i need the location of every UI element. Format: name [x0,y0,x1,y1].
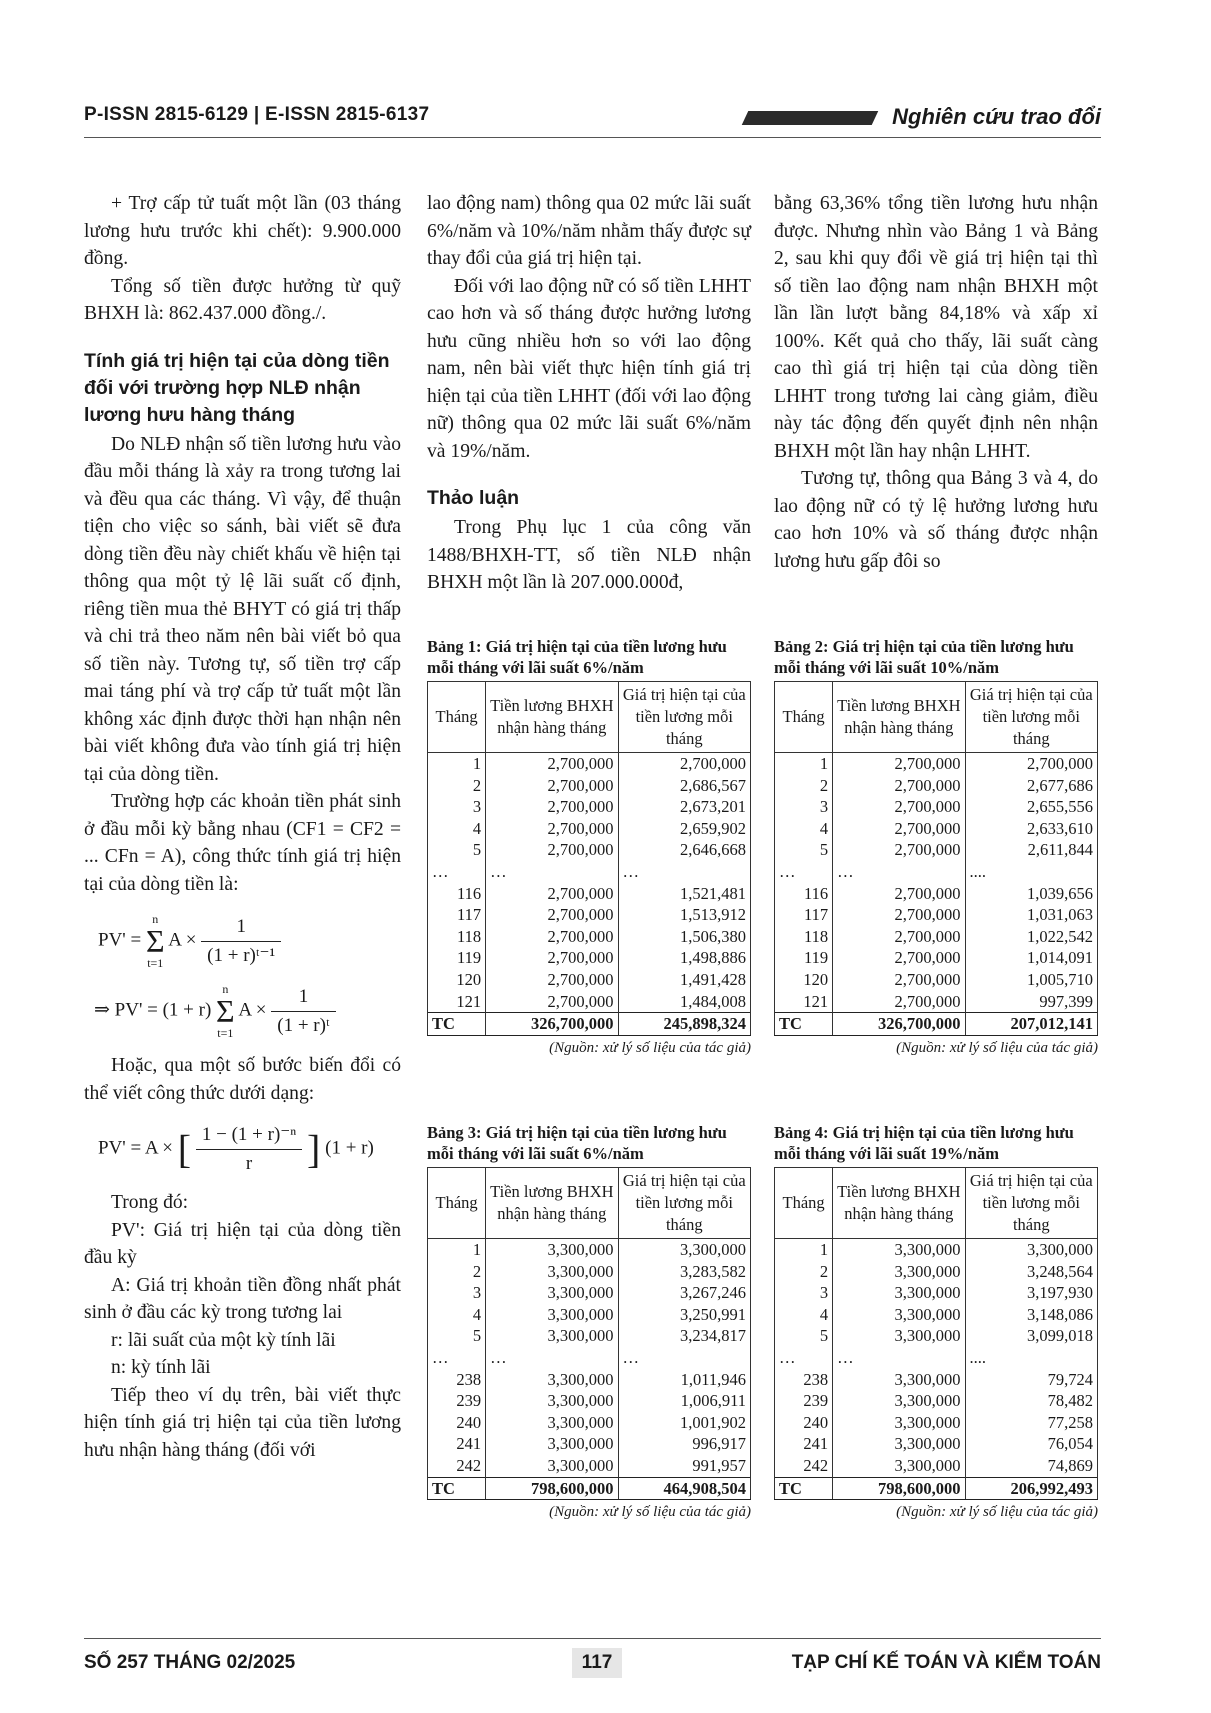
table-cell: 3,267,246 [618,1282,750,1304]
table-row [775,1304,1098,1326]
table-cell: 3,300,000 [486,1325,618,1347]
table-row [428,1347,751,1369]
table-cell: 238 [775,1369,833,1391]
section-heading: Thảo luận [427,487,520,509]
table-cell: … [833,861,965,883]
table-row [775,1325,1098,1347]
page-number: 117 [572,1648,622,1678]
table-cell: … [428,861,486,883]
header-divider [84,137,1101,138]
table-cell: 1,014,091 [965,947,1097,969]
table-1 [427,636,751,1057]
total-cell: 326,700,000 [486,1013,618,1036]
table-cell: … [486,861,618,883]
table-cell: 118 [775,926,833,948]
data-table [427,1167,751,1500]
table-cell: 2,700,000 [486,796,618,818]
table-cell: 2,700,000 [486,753,618,775]
column-header: Tháng [775,682,833,753]
table-cell: 1,506,380 [618,926,750,948]
table-cell: 1 [775,753,833,775]
table-row [775,775,1098,797]
table-cell: … [775,861,833,883]
table-row [428,861,751,883]
table-cell: 3,300,000 [618,1239,750,1261]
paragraph: n: kỳ tính lãi [111,1357,211,1378]
table-cell: 5 [428,1325,486,1347]
table-cell: 242 [428,1455,486,1477]
paragraph: lao động nam) thông qua 02 mức lãi suất 6%/năm và 10%/năm nhằm thấy được sự thay đổi của giá trị hiện tại. [427,193,751,269]
column-header: Tiền lương BHXH nhận hàng tháng [486,1168,618,1239]
table-cell: 238 [428,1369,486,1391]
table-cell: 1,498,886 [618,947,750,969]
table-cell: 3,300,000 [486,1282,618,1304]
table-cell: 1,039,656 [965,883,1097,905]
table-cell: 2,700,000 [486,839,618,861]
table-row [428,1282,751,1304]
table-cell: … [833,1347,965,1369]
table-row [428,1369,751,1391]
table-cell: 1 [775,1239,833,1261]
table-row [428,753,751,775]
total-cell: 464,908,504 [618,1477,750,1500]
column-header: Tháng [428,682,486,753]
fraction: $\frac{1}{\text{(1 + r)ᵗ⁻¹}}$ [201,913,281,969]
column-header: Tháng [775,1168,833,1239]
column-header: Tiền lương BHXH nhận hàng tháng [833,682,965,753]
paragraph: Do NLĐ nhận số tiền lương hưu vào đầu mỗi tháng là xảy ra trong tương lai và đều qua các tháng. Vì vậy, để thuận tiện cho việc so sánh, bài viết sẽ đưa dòng tiền đều này chiết khấu về hiện tại thông qua một tỷ lệ lãi suất cố định, riêng tiền mua thẻ BHYT có giá trị thấp và chi trả theo năm nên bài viết bỏ qua số tiền này. Tương tự, số tiền trợ cấp mai táng phí và trợ cấp tử tuất một lần không xác định được thời hạn nhận nên bài viết không đưa vào tính giá trị hiện tại của dòng tiền. [84,433,401,785]
table-cell: 2,700,000 [618,753,750,775]
fraction: $\frac{\text{1 − (1 + r)⁻ⁿ}}{r}$ [196,1121,302,1177]
table-row [775,1369,1098,1391]
paragraph: Tương tự, thông qua Bảng 3 và 4, do lao động nữ có tỷ lệ hưởng lương hưu cao hơn 10% và số tháng được nhận lương hưu gấp đôi so [774,468,1098,572]
table-cell: 2,700,000 [486,904,618,926]
section-title: Nghiên cứu trao đổi [892,104,1101,129]
table-cell: 2,677,686 [965,775,1097,797]
table-row [428,796,751,818]
table-cell: 2,700,000 [486,818,618,840]
table-cell: 240 [775,1412,833,1434]
paragraph: Hoặc, qua một số bước biến đổi có thể viết công thức dưới dạng: [84,1055,401,1104]
total-cell: 207,012,141 [965,1013,1097,1036]
table-cell: 3,300,000 [486,1369,618,1391]
table-cell: 120 [775,969,833,991]
table-cell: 3,300,000 [833,1369,965,1391]
table-cell: 119 [428,947,486,969]
table-4 [774,1122,1098,1521]
table-cell: 3,300,000 [833,1433,965,1455]
table-source: (Nguồn: xử lý số liệu của tác giả) [896,1039,1098,1056]
table-cell: 3,250,991 [618,1304,750,1326]
issue-number: SỐ 257 THÁNG 02/2025 [84,1652,296,1673]
table-cell: 3,300,000 [833,1390,965,1412]
table-cell: 3,300,000 [833,1239,965,1261]
table-cell: 242 [775,1455,833,1477]
total-cell: 798,600,000 [486,1477,618,1500]
table-cell: 2,686,567 [618,775,750,797]
table-cell: 3,300,000 [833,1325,965,1347]
table-row [428,1433,751,1455]
table-cell: 3,300,000 [486,1455,618,1477]
table-cell: 1,001,902 [618,1412,750,1434]
table-cell: 1,491,428 [618,969,750,991]
table-2 [774,636,1098,1057]
column-2 [427,190,751,597]
table-caption: Bảng 3: Giá trị hiện tại của tiền lương hưu mỗi tháng với lãi suất 6%/năm [427,1123,727,1163]
table-cell: 2,673,201 [618,796,750,818]
table-row [775,753,1098,775]
table-cell: 4 [428,818,486,840]
table-cell: 78,482 [965,1390,1097,1412]
table-row [775,1412,1098,1434]
table-cell: 3,300,000 [486,1261,618,1283]
table-row [428,818,751,840]
total-cell: 245,898,324 [618,1013,750,1036]
table-cell: 2,700,000 [965,753,1097,775]
table-cell: … [775,1347,833,1369]
column-header: Tiền lương BHXH nhận hàng tháng [486,682,618,753]
table-row [428,947,751,969]
total-cell: TC [775,1477,833,1500]
column-header: Tiền lương BHXH nhận hàng tháng [833,1168,965,1239]
table-cell: 2,700,000 [486,991,618,1013]
sigma-symbol: n Σ t=1 [145,912,165,970]
table-cell: 3,283,582 [618,1261,750,1283]
table-cell: 2,659,902 [618,818,750,840]
total-cell: 798,600,000 [833,1477,965,1500]
table-row [428,775,751,797]
paragraph: bằng 63,36% tổng tiền lương hưu nhận được. Nhưng nhìn vào Bảng 1 và Bảng 2, sau khi quy đổi về giá trị hiện tại thì số tiền lao động nam nhận BHXH một lần lần lượt bằng 84,18% và xấp xỉ 100%. Kết quả cho thấy, lãi suất càng cao thì giá trị hiện tại của dòng tiền LHHT trong tương lai càng giảm, điều này tác động đến quyết định nên nhận BHXH một lần hay nhận LHHT. [774,193,1098,462]
table-cell: 996,917 [618,1433,750,1455]
table-cell: 3 [775,796,833,818]
table-cell: 3,300,000 [486,1433,618,1455]
table-cell: 120 [428,969,486,991]
table-cell: 241 [428,1433,486,1455]
table-row [775,1282,1098,1304]
paragraph: Trong Phụ lục 1 của công văn 1488/BHXH-TT, số tiền NLĐ nhận BHXH một lần là 207.000.000đ, [427,517,751,593]
table-cell: 2,700,000 [833,753,965,775]
table-cell: 3,099,018 [965,1325,1097,1347]
table-cell: 117 [428,904,486,926]
table-cell: 2,646,668 [618,839,750,861]
table-cell: 2,700,000 [486,883,618,905]
table-cell: 76,054 [965,1433,1097,1455]
table-row [428,926,751,948]
table-cell: 239 [775,1390,833,1412]
table-cell: 2,700,000 [833,883,965,905]
table-cell: 2,611,844 [965,839,1097,861]
column-header: Tháng [428,1168,486,1239]
table-cell: 1,006,911 [618,1390,750,1412]
table-cell: 241 [775,1433,833,1455]
table-row [775,926,1098,948]
fraction: $\frac{1}{\text{(1 + r)ᵗ}}$ [271,983,335,1039]
table-cell: 121 [775,991,833,1013]
table-row [775,947,1098,969]
table-cell: 2,655,556 [965,796,1097,818]
table-row [428,969,751,991]
table-row [775,1455,1098,1477]
table-cell: 1,031,063 [965,904,1097,926]
table-row [775,796,1098,818]
table-cell: 3,300,000 [833,1412,965,1434]
table-cell: 1 [428,753,486,775]
table-row [775,904,1098,926]
table-row [428,1239,751,1261]
table-cell: 5 [775,839,833,861]
journal-title: TẠP CHÍ KẾ TOÁN VÀ KIỂM TOÁN [791,1652,1101,1673]
table-cell: 2,633,610 [965,818,1097,840]
table-row [775,1433,1098,1455]
table-cell: 2,700,000 [833,969,965,991]
table-cell: 116 [775,883,833,905]
paragraph: PV': Giá trị hiện tại của dòng tiền đầu kỳ [84,1219,401,1268]
table-cell: 2 [775,1261,833,1283]
column-3 [774,190,1098,575]
table-cell: 2 [775,775,833,797]
table-row [428,1261,751,1283]
table-row [775,1239,1098,1261]
table-cell: 119 [775,947,833,969]
table-caption: Bảng 4: Giá trị hiện tại của tiền lương hưu mỗi tháng với lãi suất 19%/năm [774,1123,1074,1163]
column-header: Giá trị hiện tại của tiền lương mỗi tháng [965,1168,1097,1239]
table-row [775,818,1098,840]
table-cell: 4 [775,1304,833,1326]
table-cell: … [618,861,750,883]
paragraph: Đối với lao động nữ có số tiền LHHT cao hơn và số tháng được hưởng lương hưu cũng nhiều hơn so với lao động nam, nên bài viết thực hiện tính giá trị hiện tại của tiền LHHT (đối với lao động nữ) thông qua 02 mức lãi suất 6%/năm và 19%/năm. [427,275,751,462]
total-cell: TC [428,1477,486,1500]
paragraph: A: Giá trị khoản tiền đồng nhất phát sinh ở đầu các kỳ trong tương lai [84,1274,401,1323]
issn-header: P-ISSN 2815-6129 | E-ISSN 2815-6137 [84,104,430,125]
table-row [775,991,1098,1013]
formula-pv-sum: PV' = n Σ t=1 A × $\frac{1}{\text{(1 + r)ᵗ⁻¹}}$ [98,912,401,970]
table-cell: 121 [428,991,486,1013]
table-row [775,1390,1098,1412]
table-cell: 3 [775,1282,833,1304]
paragraph: Tiếp theo ví dụ trên, bài viết thực hiện tính giá trị hiện tại của tiền lương hưu nhận hàng tháng (đối với [84,1384,401,1461]
column-header: Giá trị hiện tại của tiền lương mỗi tháng [618,1168,750,1239]
table-cell: 77,258 [965,1412,1097,1434]
data-table [774,681,1098,1036]
table-cell: .... [965,1347,1097,1369]
footer-divider [84,1638,1101,1639]
table-row [428,1455,751,1477]
paragraph: r: lãi suất của một kỳ tính lãi [111,1329,336,1351]
table-cell: 2,700,000 [833,991,965,1013]
table-cell: 3 [428,1282,486,1304]
table-cell: 2 [428,775,486,797]
table-cell: 239 [428,1390,486,1412]
table-cell: … [428,1347,486,1369]
table-cell: 2,700,000 [833,818,965,840]
table-cell: 3,197,930 [965,1282,1097,1304]
total-row [775,1013,1098,1036]
table-cell: 997,399 [965,991,1097,1013]
table-cell: 2,700,000 [833,904,965,926]
table-cell: 3,300,000 [833,1304,965,1326]
table-cell: 3,300,000 [833,1455,965,1477]
table-cell: 79,724 [965,1369,1097,1391]
table-cell: 2,700,000 [833,796,965,818]
column-header: Giá trị hiện tại của tiền lương mỗi tháng [965,682,1097,753]
formula-pv-annuity: PV' = A × [ $\frac{\text{1 − (1 + r)⁻ⁿ}}{r}$ ] (1 + r) [98,1121,401,1177]
table-source: (Nguồn: xử lý số liệu của tác giả) [896,1504,1098,1521]
paragraph: Tổng số tiền được hưởng từ quỹ BHXH là: 862.437.000 đồng./. [84,275,401,324]
table-cell: 2 [428,1261,486,1283]
table-cell: .... [965,861,1097,883]
table-cell: 3,300,000 [486,1390,618,1412]
paragraph: Trường hợp các khoản tiền phát sinh ở đầu mỗi kỳ bằng nhau (CF1 = CF2 = ... CFn = A), công thức tính giá trị hiện tại của dòng tiền là: [84,791,401,895]
table-cell: 118 [428,926,486,948]
table-cell: 117 [775,904,833,926]
table-row [428,839,751,861]
table-cell: 2,700,000 [486,947,618,969]
total-cell: 206,992,493 [965,1477,1097,1500]
table-cell: 240 [428,1412,486,1434]
total-cell: TC [428,1013,486,1036]
paragraph: + Trợ cấp tử tuất một lần (03 tháng lương hưu trước khi chết): 9.900.000 đồng. [84,193,401,269]
header-decor-bar [742,111,879,125]
table-row [428,1325,751,1347]
total-row [428,1013,751,1036]
data-table [427,681,751,1036]
table-cell: 2,700,000 [833,926,965,948]
table-cell: 3,300,000 [486,1239,618,1261]
table-3 [427,1122,751,1521]
table-caption: Bảng 2: Giá trị hiện tại của tiền lương hưu mỗi tháng với lãi suất 10%/năm [774,637,1074,677]
table-row [775,839,1098,861]
table-source: (Nguồn: xử lý số liệu của tác giả) [549,1504,751,1521]
table-cell: 1,005,710 [965,969,1097,991]
total-cell: TC [775,1013,833,1036]
table-cell: 4 [428,1304,486,1326]
table-cell: 5 [428,839,486,861]
formula-pv-implied: ⇒ PV' = (1 + r) n Σ t=1 A × $\frac{1}{\text{(1 + r)ᵗ}}$ [94,982,401,1040]
table-row [428,1412,751,1434]
table-cell: 1,484,008 [618,991,750,1013]
table-row [428,991,751,1013]
table-cell: 2,700,000 [833,947,965,969]
table-cell: 1 [428,1239,486,1261]
table-cell: 3 [428,796,486,818]
table-cell: 2,700,000 [833,839,965,861]
table-cell: … [618,1347,750,1369]
total-cell: 326,700,000 [833,1013,965,1036]
table-row [428,1304,751,1326]
column-header: Giá trị hiện tại của tiền lương mỗi tháng [618,682,750,753]
table-row [428,1390,751,1412]
table-cell: 3,148,086 [965,1304,1097,1326]
table-cell: 3,300,000 [486,1412,618,1434]
table-cell: 2,700,000 [833,775,965,797]
table-cell: 3,248,564 [965,1261,1097,1283]
table-cell: 4 [775,818,833,840]
data-table [774,1167,1098,1500]
table-cell: 1,011,946 [618,1369,750,1391]
table-caption: Bảng 1: Giá trị hiện tại của tiền lương hưu mỗi tháng với lãi suất 6%/năm [427,637,727,677]
table-row [428,883,751,905]
table-cell: 3,300,000 [833,1261,965,1283]
table-cell: 2,700,000 [486,775,618,797]
sigma-symbol: n Σ t=1 [216,982,235,1040]
table-cell: 1,022,542 [965,926,1097,948]
table-row [775,1261,1098,1283]
table-source: (Nguồn: xử lý số liệu của tác giả) [549,1039,751,1056]
table-cell: 5 [775,1325,833,1347]
table-cell: 991,957 [618,1455,750,1477]
table-cell: 3,300,000 [486,1304,618,1326]
paragraph: Trong đó: [111,1192,189,1213]
table-row [775,861,1098,883]
table-cell: 74,869 [965,1455,1097,1477]
table-cell: 3,300,000 [833,1282,965,1304]
column-1 [84,190,401,1464]
table-cell: 116 [428,883,486,905]
total-row [428,1477,751,1500]
table-row [428,904,751,926]
table-cell: 1,513,912 [618,904,750,926]
table-cell: 3,234,817 [618,1325,750,1347]
table-cell: … [486,1347,618,1369]
table-row [775,969,1098,991]
table-cell: 2,700,000 [486,926,618,948]
total-row [775,1477,1098,1500]
section-heading: Tính giá trị hiện tại của dòng tiền đối với trường hợp NLĐ nhận lương hưu hàng tháng [84,349,390,426]
table-row [775,1347,1098,1369]
table-row [775,883,1098,905]
table-cell: 2,700,000 [486,969,618,991]
table-cell: 3,300,000 [965,1239,1097,1261]
table-cell: 1,521,481 [618,883,750,905]
